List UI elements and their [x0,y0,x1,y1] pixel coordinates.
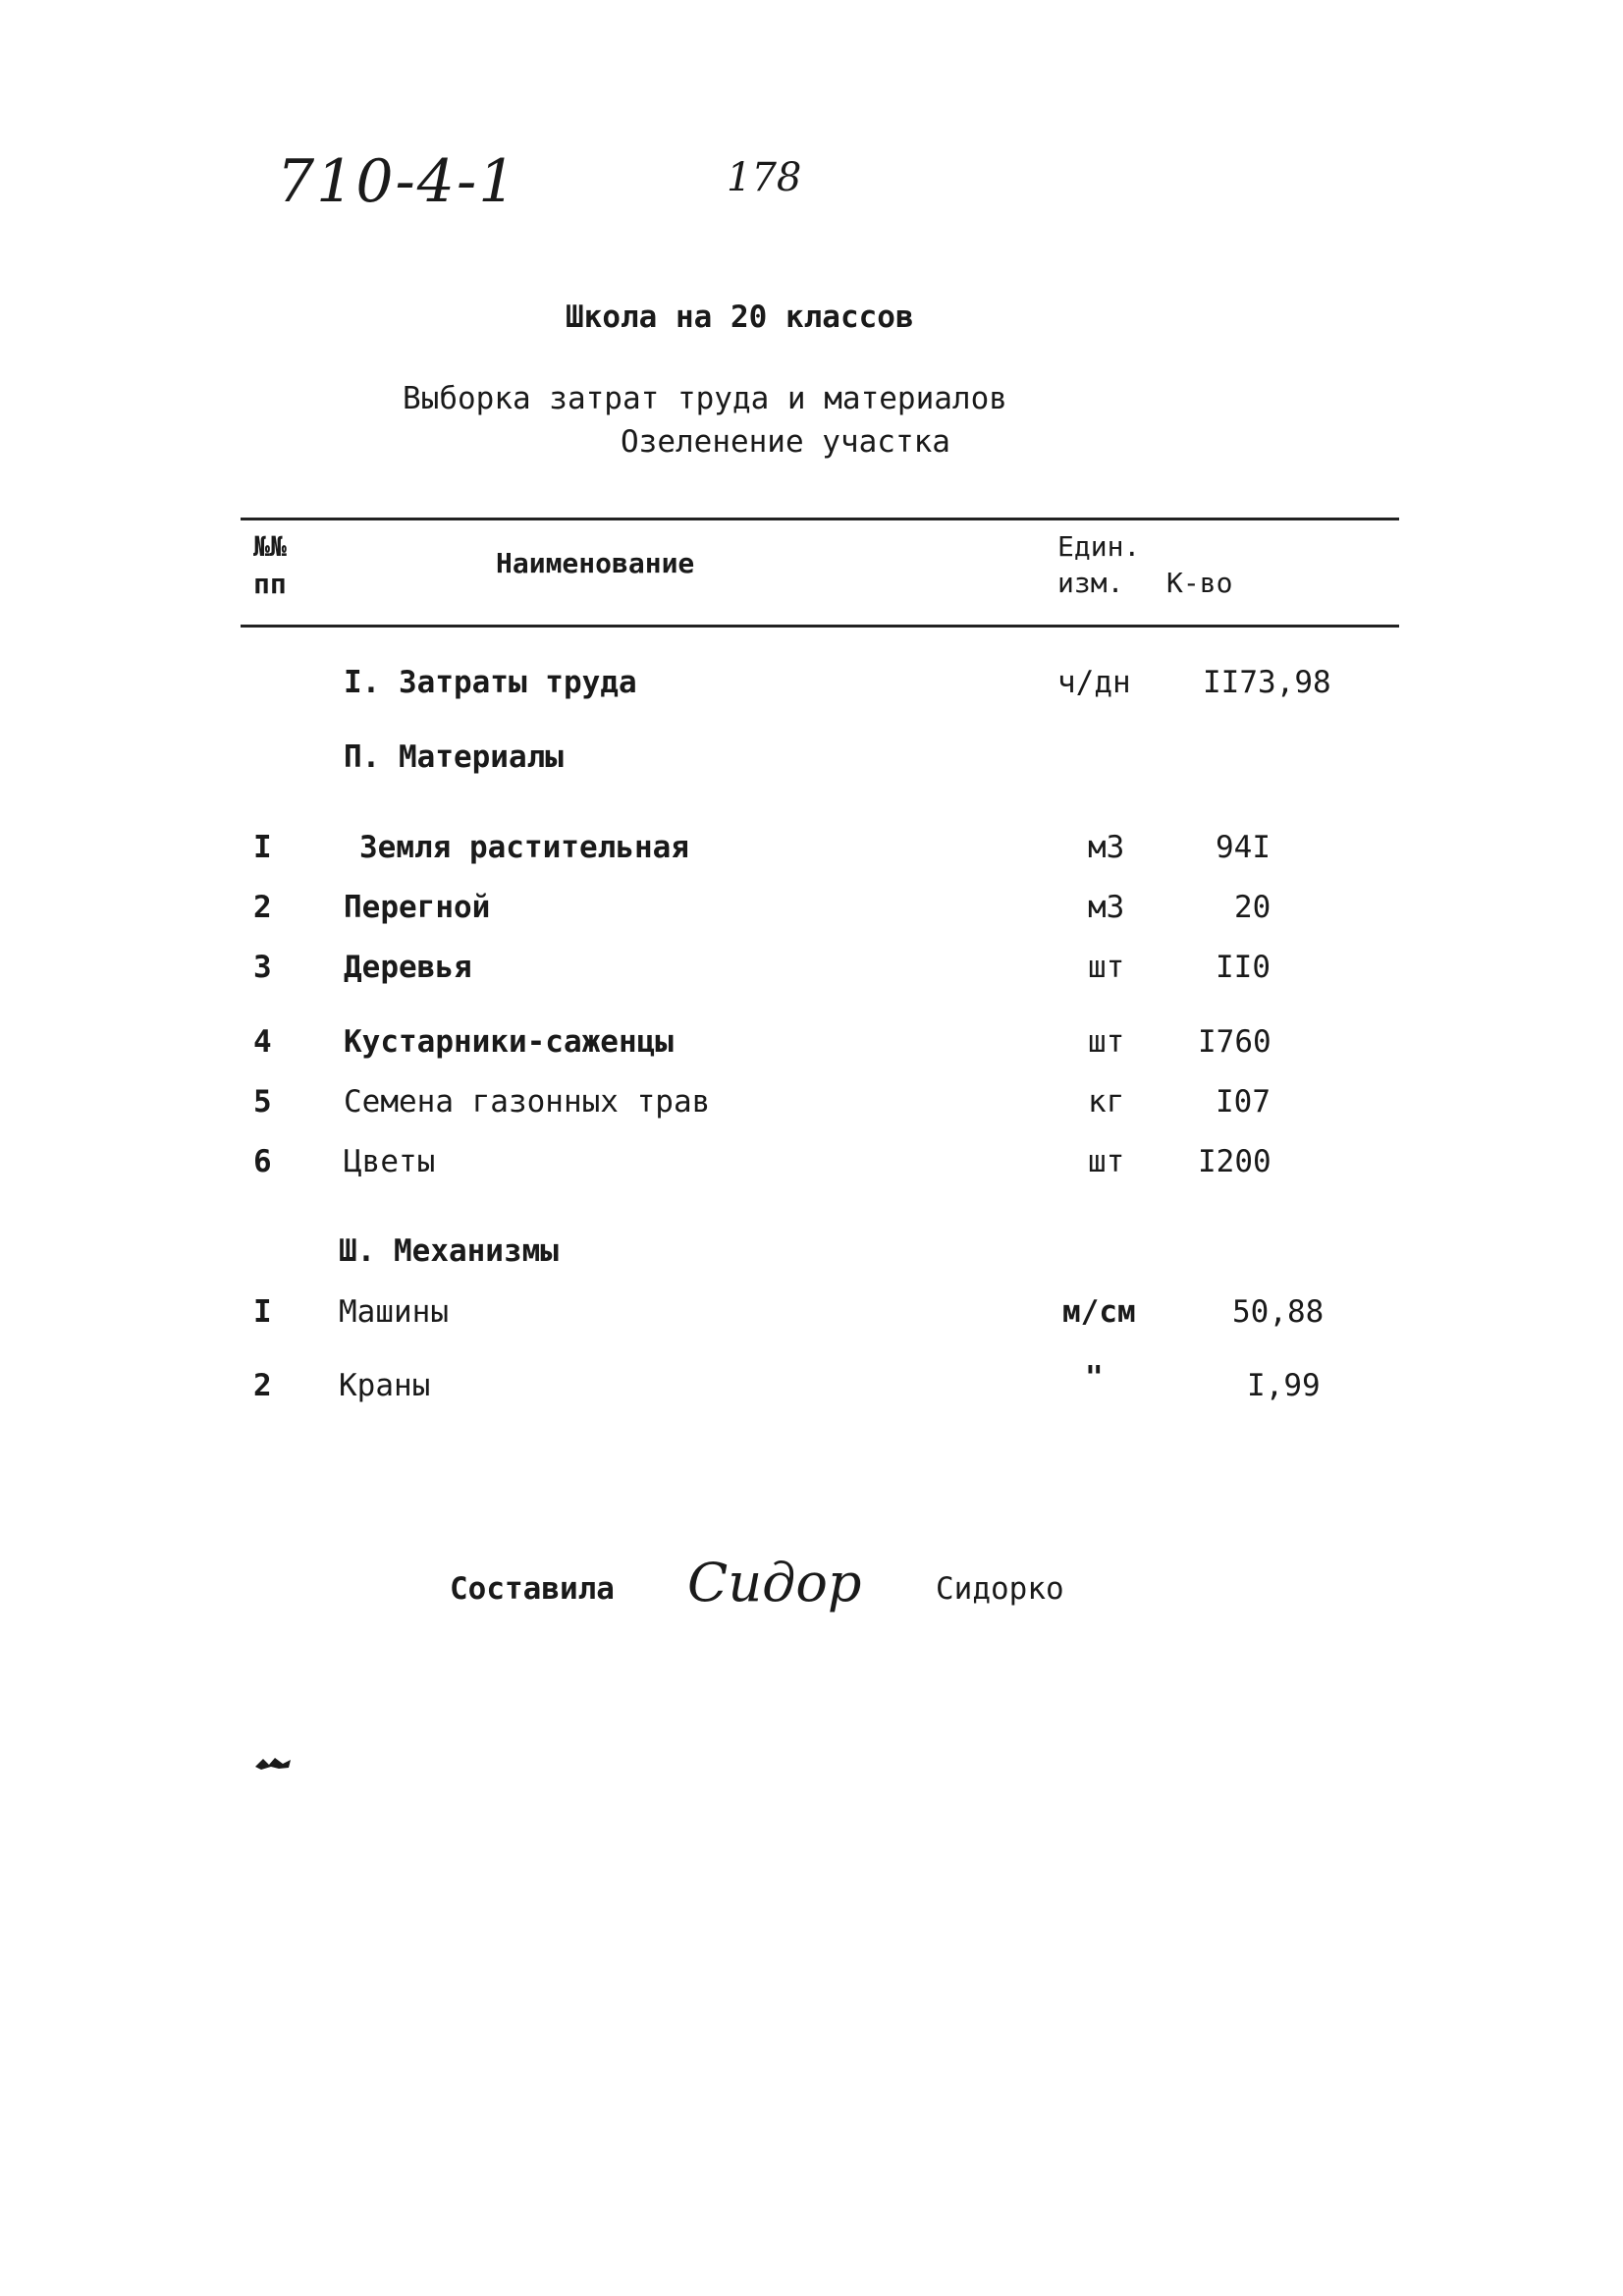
row-number: I [253,1294,272,1330]
table-header-rule [241,625,1399,628]
document-code: 710-4-1 [277,147,518,216]
header-unit: Един. [1057,530,1141,563]
header-name: Наименование [496,547,695,579]
row-name: Кустарники-саженцы [344,1024,674,1060]
compiler-name: Сидорко [936,1571,1064,1607]
ink-mark [253,1755,293,1771]
labor-unit: ч/дн [1057,665,1131,700]
row-quantity: I760 [1198,1024,1271,1060]
row-unit: м3 [1088,890,1125,925]
row-number: 2 [253,890,272,925]
header-quantity: К-во [1166,567,1233,599]
row-number: 4 [253,1024,272,1060]
row-name: Перегной [344,890,491,925]
row-name: Краны [339,1368,431,1403]
row-quantity: 94I [1216,830,1271,865]
signature: Сидор [687,1552,862,1613]
header-unit-2: изм. [1057,567,1124,599]
row-name: Деревья [344,950,472,985]
row-unit: кг [1088,1084,1125,1120]
row-quantity: I,99 [1247,1368,1321,1403]
labor-name: I. Затраты труда [344,665,637,700]
row-quantity: I200 [1198,1144,1271,1179]
row-name: Машины [339,1294,449,1330]
row-unit: " [1085,1360,1104,1395]
labor-quantity: II73,98 [1203,665,1331,700]
page-number: 178 [727,155,802,200]
row-quantity: II0 [1216,950,1271,985]
row-unit: шт [1088,950,1125,985]
row-number: I [253,830,272,865]
row-name: Земля растительная [359,830,689,865]
row-unit: шт [1088,1024,1125,1060]
row-number: 6 [253,1144,272,1179]
document-subtitle-2: Озеленение участка [621,424,950,460]
row-unit: м/см [1062,1294,1136,1330]
row-unit: шт [1088,1144,1125,1179]
compiled-by-label: Составила [450,1571,615,1607]
header-number: №№ [253,530,287,563]
document-title: Школа на 20 классов [566,300,914,335]
row-number: 2 [253,1368,272,1403]
row-name: Цветы [344,1144,436,1179]
row-unit: м3 [1088,830,1125,865]
header-number-2: пп [253,568,287,600]
row-quantity: 20 [1234,890,1271,925]
row-number: 5 [253,1084,272,1120]
row-quantity: 50,88 [1232,1294,1325,1330]
document-subtitle: Выборка затрат труда и материалов [403,381,1007,416]
mechanisms-heading: Ш. Механизмы [339,1233,559,1269]
row-quantity: I07 [1216,1084,1271,1120]
table-top-rule [241,518,1399,520]
materials-heading: П. Материалы [344,739,564,775]
row-name: Семена газонных трав [344,1084,711,1120]
row-number: 3 [253,950,272,985]
